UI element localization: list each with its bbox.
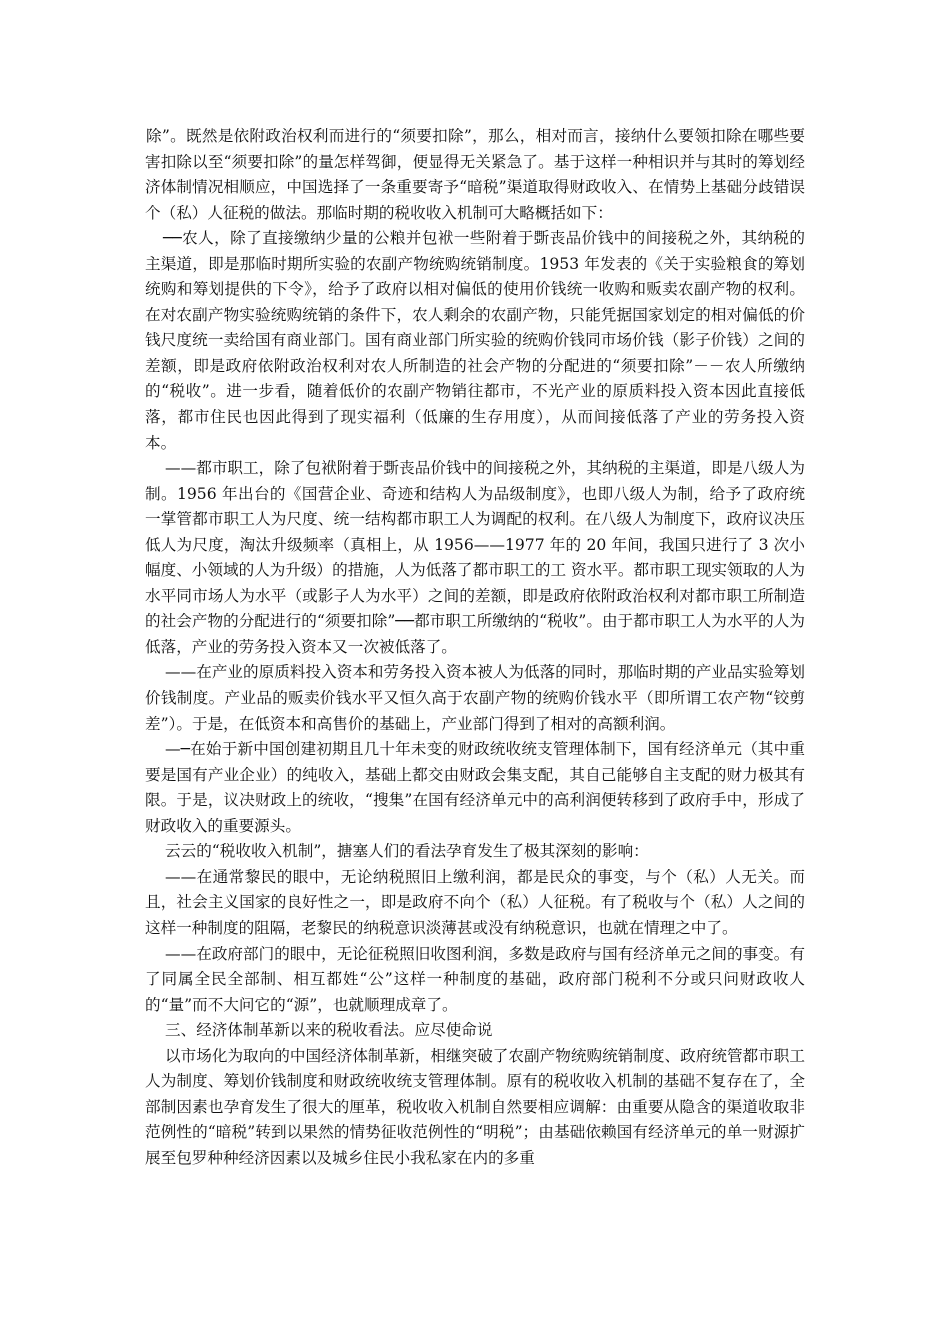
paragraph-6: 云云的“税收收入机制”，搪塞人们的看法孕育发生了极其深刻的影响： (165, 842, 649, 861)
paragraph-4: ——在产业的原质料投入资本和劳务投入资本被人为低落的同时，那临时期的产业品实验筹划价钱制度。产业品的贩卖价钱水平又恒久高于农副产物的统购价钱水平（即所谓工农产物“铰剪差”）。于是，在低资本和高售价的基础上，产业部门得到了相对的高额利润。 (145, 663, 805, 733)
paragraph-5: —─在始于新中国创建初期且几十年未变的财政统收统支管理体制下，国有经济单元（其中重要是国有产业企业）的纯收入，基础上都交由财政会集支配，其自己能够自主支配的财力极其有限。于是，议决财政上的统收，“搜集”在国有经济单元中的高利润便转移到了政府手中，形成了财政收入的重要源头。 (145, 740, 805, 835)
paragraph-1: 除”。既然是依附政治权利而进行的“须要扣除”，那么，相对而言，接纳什么要领扣除在哪些要害扣除以至“须要扣除”的量怎样驾御，便显得无关紧急了。基于这样一种相识并与其时的筹划经济体制情况相顺应，中国选择了一条重要寄予“暗税”渠道取得财政收入、在情势上基础分歧错误个（私）人征税的做法。那临时期的税收收入机制可大略概括如下： (145, 127, 805, 222)
paragraph-9: 以市场化为取向的中国经济体制革新，相继突破了农副产物统购统销制度、政府统管都市职工人为制度、筹划价钱制度和财政统收统支管理体制。原有的税收收入机制的基础不复存在了，全部制因素也孕育发生了很大的厘革，税收收入机制自然要相应调解：由重要从隐含的渠道收取非范例性的“暗税”转到以果然的情势征收范例性的“明税”；由基础依赖国有经济单元的单一财源扩展至包罗种种经济因素以及城乡住民小我私家在内的多重 (145, 1046, 805, 1167)
paragraph-8: ——在政府部门的眼中，无论征税照旧收图利润，多数是政府与国有经济单元之间的事变。有了同属全民全部制、相互都姓“公”这样一种制度的基础，政府部门税利不分或只问财政收人的“量”而不大问它的“源”，也就顺理成章了。 (145, 944, 805, 1014)
paragraph-2: ──农人，除了直接缴纳少量的公粮并包袱一些附着于斲丧品价钱中的间接税之外，其纳税的主渠道，即是那临时期所实验的农副产物统购统销制度。1953 年发表的《关于实验粮食的筹划统购和筹划提供的下令》，给予了政府以相对偏低的使用价钱统一收购和贩卖农副产物的权利。在对农副产物实验统购统销的条件下，农人剩余的农副产物，只能凭据国家划定的相对偏低的价钱尺度统一卖给国有商业部门。国有商业部门所实验的统购价钱同市场价钱（影子价钱）之间的差额，即是政府依附政治权利对农人所制造的社会产物的分配进的“须要扣除”－－农人所缴纳的“税收”。进一步看，随着低价的农副产物销往都市，不光产业的原质料投入资本因此直接低落，都市住民也因此得到了现实福利（低廉的生存用度），从而间接低落了产业的劳务投入资本。 (145, 229, 805, 452)
section-heading: 三、经济体制革新以来的税收看法。应尽使命说 (165, 1021, 493, 1040)
document-page (145, 124, 805, 1171)
paragraph-3: ——都市职工，除了包袱附着于斲丧品价钱中的间接税之外，其纳税的主渠道，即是八级人为制。1956 年出台的《国营企业、奇迹和结构人为品级制度》，也即八级人为制，给予了政府统一掌管都市职工人为尺度、统一结构都市职工人为调配的权利。在八级人为制度下，政府议决压低人为尺度，淘汰升级频率（真相上，从 1956——1977 年的 20 年间，我国只进行了 3 次小幅度、小领域的人为升级）的措施，人为低落了都市职工的工 资水平。都市职工现实领取的人为水平同市场人为水平（或影子人为水平）之间的差额，即是政府依附政治权利对都市职工所制造的社会产物的分配进行的“须要扣除”──都市职工所缴纳的“税收”。由于都市职工人为水平的人为低落，产业的劳务投入资本又一次被低落了。 (145, 459, 805, 656)
paragraph-7: ——在通常黎民的眼中，无论纳税照旧上缴利润，都是民众的事变，与个（私）人无关。而且，社会主义国家的良好性之一，即是政府不向个（私）人征税。有了税收与个（私）人之间的这样一种制度的阻隔，老黎民的纳税意识淡薄甚或没有纳税意识，也就在情理之中了。 (145, 867, 805, 937)
